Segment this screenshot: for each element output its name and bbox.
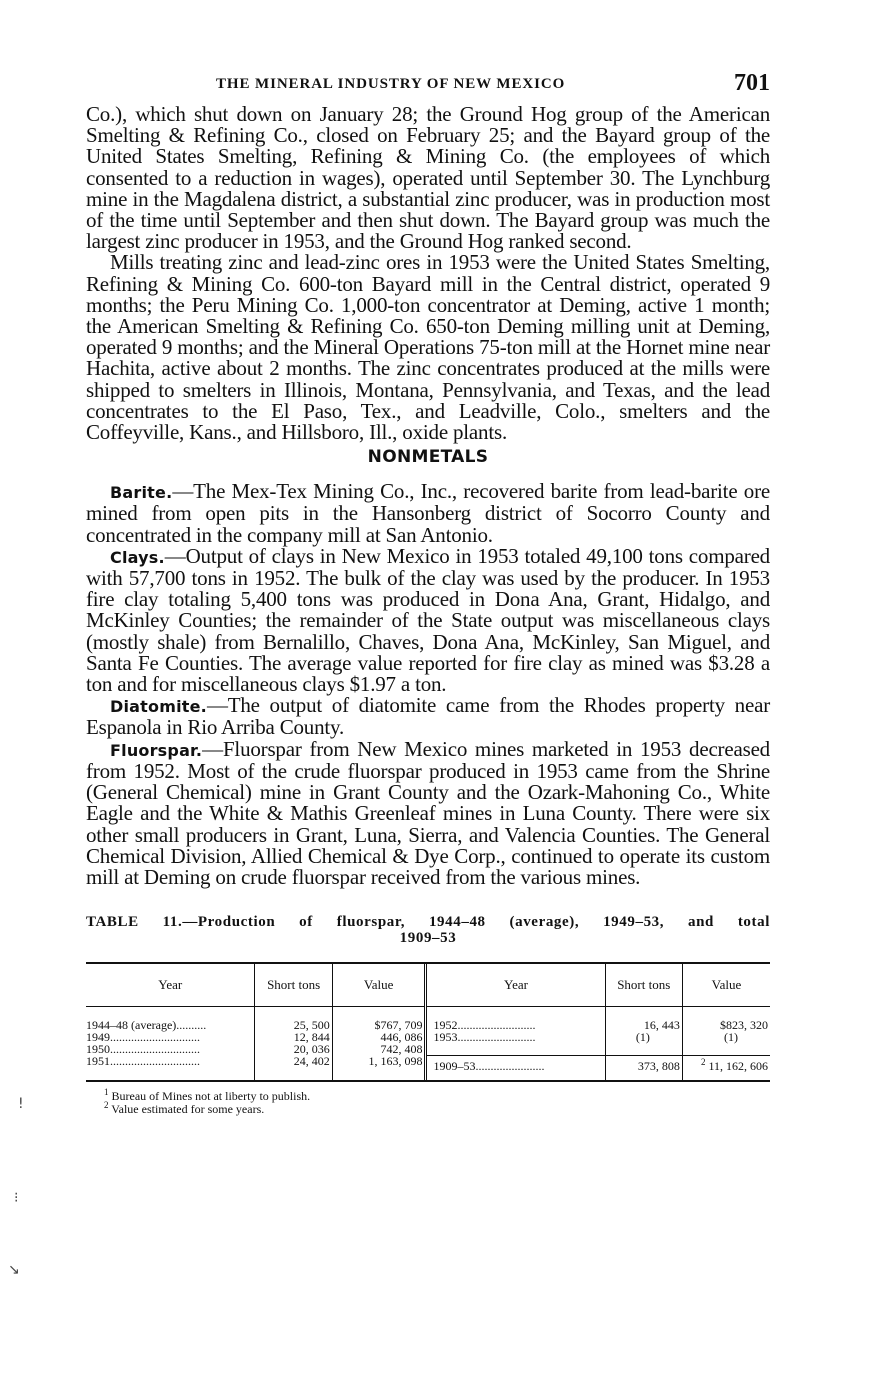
paragraph-clays [86,543,770,697]
page-number: 701 [734,70,770,96]
cell-tons: 373, 808 [605,1055,682,1080]
scan-mark: ! [18,1096,24,1112]
cell-tons: 20, 036 [255,1043,332,1055]
running-head [86,70,770,104]
run-in-heading: Barite. [110,483,173,503]
page [86,70,770,1116]
cell-tons: 24, 402 [255,1055,332,1080]
cell-value: $^2$ 11, 162, 606 [682,1055,770,1080]
cell-year: 1949.............................. [86,1030,200,1045]
paragraph-barite [86,481,770,546]
cell-empty [605,1043,682,1055]
run-in-heading: Diatomite. [110,697,207,717]
footnote: $^2$ Value estimated for some years. [104,1099,265,1116]
cell-tons: 12, 844 [255,1031,332,1043]
cell-value: 742, 408 [332,1043,426,1055]
column-header-short-tons: Short tons [605,964,682,1007]
run-in-heading: Fluorspar. [110,740,203,760]
scan-mark: ↘ [8,1262,20,1278]
column-header-year: Year [426,964,605,1007]
cell-tons: 25, 500 [255,1007,332,1032]
footnote-ref: 2 [700,1056,706,1067]
paragraph-text: —Output of clays in New Mexico in 1953 totaled 49,100 tons compared with 57,700 tons in 1952. The bulk of the clay was used by the producer. In 1953 fire clay totaling 5,400 tons was produced in Dona Ana, Grant, Hidalgo, and McKinley Counties; the remainder of the State output was miscellaneous clays (mostly shale) from Bernalillo, Chaves, Dona Ana, McKinley, San Miguel, and Santa Fe Counties. The average value reported for fire clay as mined was $3.28 a ton and for miscellaneous clays $1.97 a ton. [86,543,770,697]
cell-year: 1944–48 (average).......... [86,1018,207,1033]
cell-value: $767, 709 [332,1007,426,1032]
body-text [86,104,770,443]
paragraph: Mills treating zinc and lead-zinc ores in 1953 were the United States Smelting, Refining & Mining Co. 600-ton Bayard mill in the Central district, operated 9 months; the Peru Mining Co. 1,000-ton concentrator at Deming, active 1 month; the American Smelting & Refining Co. 650-ton Deming milling unit at Deming, operated 9 months; and the Mineral Operations 75-ton mill at the Hornet mine near Hachita, active about 2 months. The zinc concentrates produced at the mills were shipped to smelters in Illinois, Montana, Pennsylvania, and Texas, and the lead concentrates to the El Paso, Tex., and Leadville, Colo., smelters and the Coffeyville, Kans., and Hillsboro, Ill., oxide plants. [86,250,770,445]
cell-year: 1952.......................... [426,1007,605,1032]
table-row [86,1007,770,1032]
table-row [86,1055,770,1080]
running-title: THE MINERAL INDUSTRY OF NEW MEXICO [216,76,566,92]
cell-value: 1, 163, 098 [332,1055,426,1080]
paragraph-text: —The output of diatomite came from the Rhodes property near Espanola in Rio Arriba County. [86,693,770,740]
cell-year: 1950.............................. [86,1042,200,1057]
table-header-row [86,964,770,1007]
column-header-year: Year [86,964,255,1007]
scan-mark: ⁝ [14,1190,19,1206]
cell-year: 1909–53....................... [426,1055,605,1080]
cell-tons: (1) [605,1031,682,1043]
cell-value: 446, 086 [332,1031,426,1043]
nonmetals-text [86,481,770,888]
cell-tons: 16, 443 [605,1007,682,1032]
section-heading: NONMETALS [367,447,489,468]
fluorspar-table [86,962,770,1082]
cell-year: 1953.......................... [426,1031,605,1043]
column-header-value: Value [682,964,770,1007]
paragraph: Co.), which shut down on January 28; the Ground Hog group of the American Smelting & Refining Co., closed on February 25; and the Bayard group of the United States Smelting, Refining & Mining Co. (the employees of which consented to a reduction in wages), operated until September 30. The Lynchburg mine in the Magdalena district, a substantial zinc producer, was in production most of the time until September and then shut down. The Bayard group was much the largest zinc producer in 1953, and the Ground Hog ranked second. [86,102,770,254]
footnotes [86,1086,770,1116]
paragraph-text: —Fluorspar from New Mexico mines marketed in 1953 decreased from 1952. Most of the crude fluorspar produced in 1953 came from the Shrine (General Chemical) mine in Grant County and the Ozark-Mahoning Co., White Eagle and the White & Mathis Greenleaf mines in Luna County. There were six other small producers in Grant, Luna, Sierra, and Valencia Counties. The General Chemical Division, Allied Chemical & Dye Corp., continued to operate its custom mill at Deming on crude fluorspar received from the various mines. [86,736,770,889]
cell-empty [426,1043,605,1055]
paragraph-fluorspar [86,736,770,889]
paragraph-diatomite [86,695,770,738]
table-caption [86,914,770,946]
paragraph-text: —The Mex-Tex Mining Co., Inc., recovered barite from lead-barite ore mined from open pits in the Hansonberg district of Socorro County and concentrated in the company mill at San Antonio. [86,479,770,547]
cell-value: (1) [682,1031,770,1043]
footnote: $^1$ Bureau of Mines not at liberty to publish. [104,1086,311,1103]
cell-year: 1951.............................. [86,1054,200,1069]
table-caption-line: TABLE 11.—Production of fluorspar, 1944–48 (average), 1949–53, and total [86,914,770,931]
cell-empty [682,1043,770,1055]
run-in-heading: Clays. [110,547,165,567]
cell-value: $823, 320 [682,1007,770,1032]
column-header-value: Value [332,964,426,1007]
table-caption-line: 1909–53 [399,930,457,947]
column-header-short-tons: Short tons [255,964,332,1007]
